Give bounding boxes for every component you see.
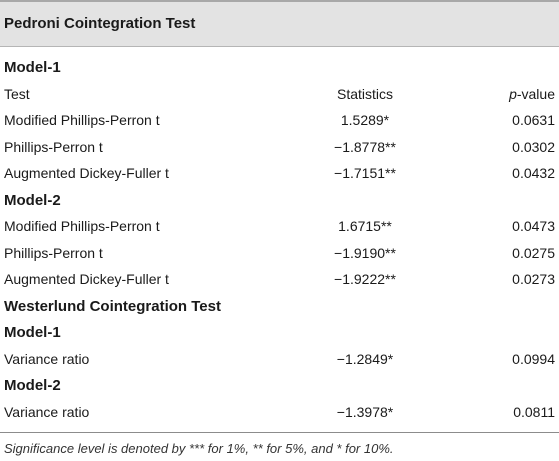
test-name-cell: Augmented Dickey-Fuller t <box>4 271 169 287</box>
p-value-cell: 0.0302 <box>512 139 555 155</box>
table-footnote: Significance level is denoted by *** for 1%, ** for 5%, and * for 10%. <box>4 441 394 456</box>
p-value-prefix: p <box>509 86 517 102</box>
table-header-band <box>0 0 559 47</box>
test-name-cell: Modified Phillips-Perron t <box>4 112 160 128</box>
section-label: Model-2 <box>4 192 61 209</box>
statistic-cell: 1.5289* <box>340 112 390 128</box>
table-title: Pedroni Cointegration Test <box>4 15 196 32</box>
statistic-cell: 1.6715** <box>338 218 392 234</box>
column-header-statistics: Statistics <box>336 86 393 102</box>
p-value-cell: 0.0273 <box>512 271 555 287</box>
p-value-cell: 0.0631 <box>512 112 555 128</box>
statistic-cell: −1.3978* <box>336 404 394 420</box>
p-value-cell: 0.0811 <box>513 404 555 420</box>
table-bottom-rule <box>0 432 559 433</box>
test-name-cell: Variance ratio <box>4 351 90 367</box>
test-name-cell: Phillips-Perron t <box>4 139 103 155</box>
statistic-cell: −1.8778** <box>334 139 396 155</box>
test-name-cell: Modified Phillips-Perron t <box>4 218 160 234</box>
statistic-cell: −1.9222** <box>334 271 396 287</box>
column-header-p-value <box>509 86 555 103</box>
test-name-cell: Augmented Dickey-Fuller t <box>4 165 169 181</box>
column-header-test: Test <box>4 86 30 102</box>
statistic-cell: −1.9190** <box>334 245 396 261</box>
p-value-cell: 0.0994 <box>512 351 555 367</box>
section-label: Westerlund Cointegration Test <box>4 298 221 315</box>
section-label: Model-2 <box>4 377 61 394</box>
p-value-suffix: -value <box>516 86 555 102</box>
statistic-cell: −1.7151** <box>334 165 396 181</box>
p-value-cell: 0.0473 <box>512 218 555 234</box>
statistic-cell: −1.2849* <box>336 351 394 367</box>
test-name-cell: Phillips-Perron t <box>4 245 103 261</box>
p-value-cell: 0.0432 <box>512 165 555 181</box>
section-label: Model-1 <box>4 59 61 76</box>
section-label: Model-1 <box>4 324 61 341</box>
p-value-cell: 0.0275 <box>512 245 555 261</box>
test-name-cell: Variance ratio <box>4 404 90 420</box>
